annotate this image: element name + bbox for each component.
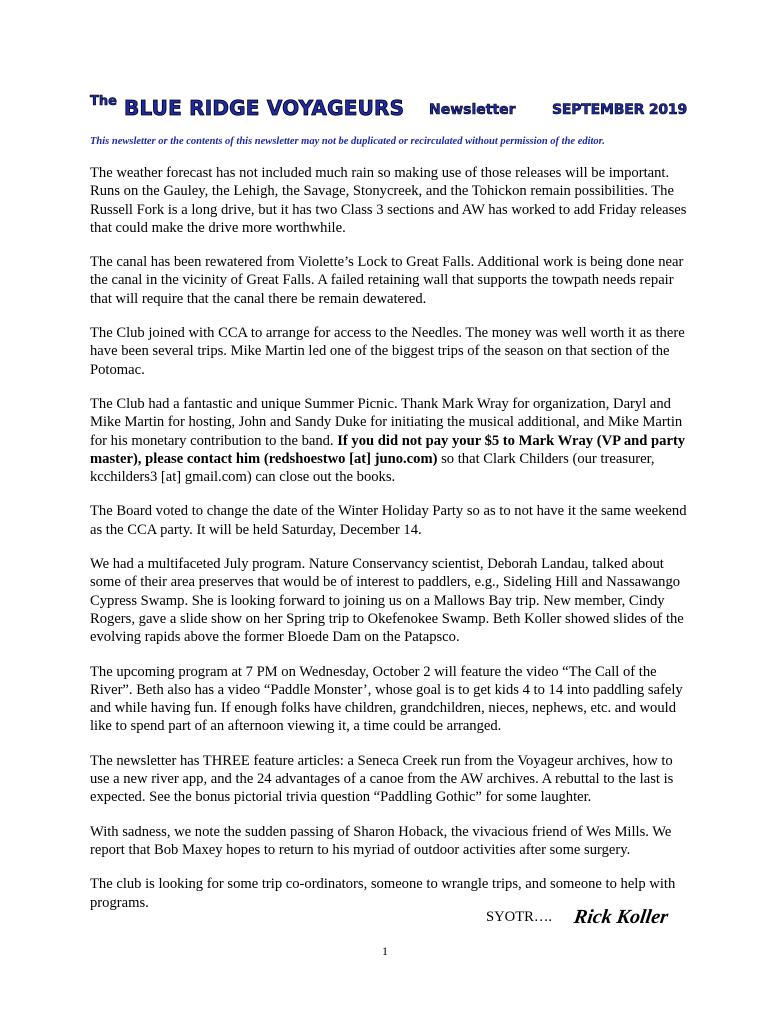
newsletter-body <box>90 164 690 925</box>
paragraph-holiday-party: The Board voted to change the date of the Winter Holiday Party so as to not have it the same weekend as the CCA party. It will be held Saturday, December 14. <box>90 503 687 538</box>
picnic-text: The Club had a fantastic and unique Summer Picnic. Thank Mark Wray for organization, Daryl and Mike Martin for hosting, John and Sandy Duke for initiating the musical additional, and Mike Martin for his monetary contribution to the band. <box>90 395 683 449</box>
paragraph-upcoming-program: The upcoming program at 7 PM on Wednesday, October 2 will feature the video “The Call of the River”. Beth also has a video “Paddle Monster’, whose goal is to get kids 4 to 14 into paddling safely and while having fun. If enough folks have children, grandchildren, nieces, nephews, etc. and would like to spend part of an afternoon viewing it, a time could be arranged. <box>90 663 683 735</box>
paragraph-needles: The Club joined with CCA to arrange for access to the Needles. The money was well worth it as there have been several trips. Mike Martin led one of the biggest trips of the season on that section of the Potomac. <box>90 325 685 378</box>
issue-date: SEPTEMBER 2019 <box>552 102 688 118</box>
newsletter-title: BLUE RIDGE VOYAGEURS <box>124 96 405 120</box>
page-number: 1 <box>382 944 388 958</box>
paragraph-feature-articles: The newsletter has THREE feature articles: a Seneca Creek run from the Voyageur archives, how to use a new river app, and the 24 advantages of a canoe from the AW archives. A rebuttal to the last is expected. See the bonus pictorial trivia question “Paddling Gothic” for some laughter. <box>90 752 674 806</box>
copyright-disclaimer: This newsletter or the contents of this newsletter may not be duplicated or recirculated without permission of the editor. <box>90 136 605 147</box>
editor-signature: Rick Koller <box>572 906 670 928</box>
newsletter-label: Newsletter <box>429 102 516 118</box>
paragraph-canal: The canal has been rewatered from Violette’s Lock to Great Falls. Additional work is being done near the canal in the vicinity of Great Falls. A failed retaining wall that supports the towpath needs repair that will require that the canal there be remain dewatered. <box>90 254 684 307</box>
paragraph-coordinators: The club is looking for some trip co-ordinators, someone to wrangle trips, and someone to help with programs. <box>90 876 676 911</box>
signoff <box>486 906 668 932</box>
paragraph-releases: The weather forecast has not included much rain so making use of those releases will be important. Runs on the Gauley, the Lehigh, the Savage, Stonycreek, and the Tohickon remain possibilities. The Russell Fork is a long drive, but it has two Class 3 sections and AW has worked to add Friday releases that could make the drive more worthwhile. <box>90 165 687 236</box>
paragraph-picnic <box>90 395 690 486</box>
paragraph-july-program: We had a multifaceted July program. Nature Conservancy scientist, Deborah Landau, talked about some of their area preserves that would be of interest to paddlers, e.g., Sideling Hill and Nassawango Cypress Swamp. She is looking forward to joining us on a Mallows Bay trip. New member, Cindy Rogers, gave a slide show on her Spring trip to Okefenokee Swamp. Beth Koller showed slides of the evolving rapids above the former Bloede Dam on the Patapsco. <box>90 556 684 646</box>
masthead-the: The <box>90 94 117 109</box>
paragraph-sadness: With sadness, we note the sudden passing of Sharon Hoback, the vivacious friend of Wes Mills. We report that Bob Maxey hopes to return to his myriad of outdoor activities after some surgery. <box>90 823 672 858</box>
syotr-text: SYOTR…. <box>486 909 553 925</box>
picnic-payment-notice: If you did not pay your $5 to Mark Wray (VP and party master), please contact him (redshoestwo [at] juno.com) <box>90 432 686 467</box>
masthead <box>90 92 690 122</box>
picnic-text-end: so that Clark Childers (our treasurer, kcchilders3 [at] gmail.com) can close out the books. <box>90 450 655 486</box>
